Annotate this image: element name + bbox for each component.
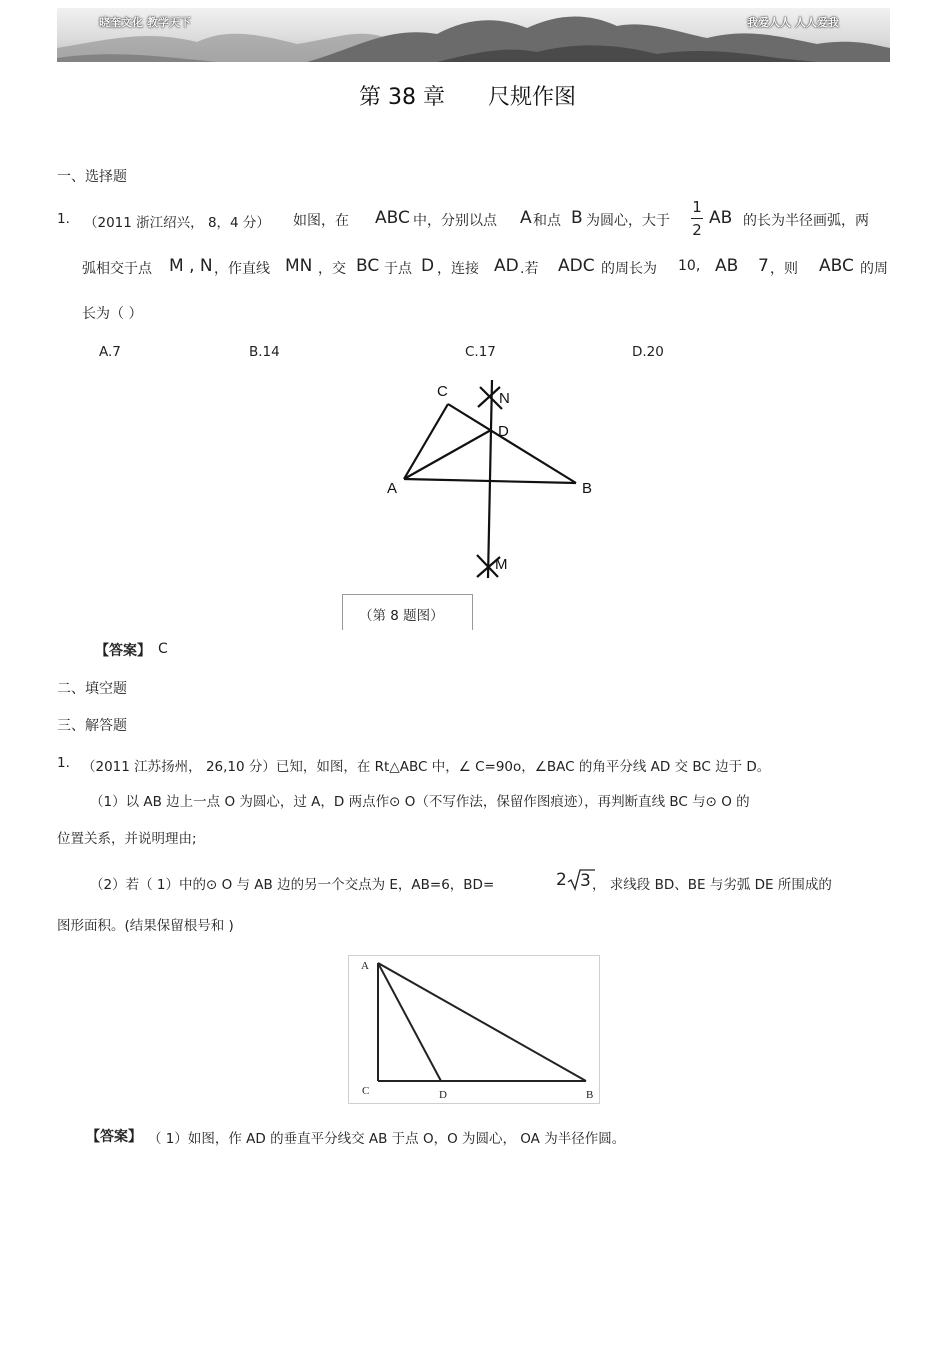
label-a: A xyxy=(387,480,398,497)
answer-label: 【答案】 xyxy=(95,643,151,659)
q1-text: 中，分别以点 xyxy=(413,213,497,229)
option-a: A.7 xyxy=(99,344,121,360)
label-b: B xyxy=(586,1089,594,1101)
label-c: C xyxy=(437,383,448,400)
q1-math: ABC xyxy=(375,208,410,228)
q1-text: 和点 xyxy=(533,213,561,229)
section-heading-fill: 二、填空题 xyxy=(57,681,127,697)
label-d: D xyxy=(439,1089,447,1101)
q3-line2: （1）以 AB 边上一点 O 为圆心，过 A，D 两点作⊙ O（不写作法，保留作图痕迹），再判断直线 BC 与⊙ O 的 xyxy=(90,794,750,810)
q1-text: 弧相交于点 xyxy=(82,261,152,277)
answer-label: 【答案】 xyxy=(86,1129,142,1145)
section-heading-choice: 一、选择题 xyxy=(57,169,127,185)
label-b: B xyxy=(582,480,593,497)
option-b: B.14 xyxy=(249,344,280,360)
figure-caption: （第 8 题图） xyxy=(359,608,444,624)
q1-math: AB xyxy=(709,208,733,228)
q1-math: B xyxy=(571,208,583,228)
q1-text: 的周 xyxy=(860,261,888,277)
q3-line3: 位置关系，并说明理由; xyxy=(57,831,197,847)
q1-value: 7 xyxy=(758,256,769,276)
header-right-text: 我爱人人 人人爱我 xyxy=(747,16,839,29)
label-m: M xyxy=(495,556,508,573)
q1-text: ，作直线 xyxy=(214,261,270,277)
q1-math: BC xyxy=(356,256,380,276)
q1-number: 1. xyxy=(57,211,70,227)
figure-right-triangle xyxy=(348,955,600,1105)
q1-math: AD xyxy=(494,256,519,276)
q1-text: ，交 xyxy=(318,261,346,277)
figure-perpendicular-bisector xyxy=(380,375,620,590)
q1-text: 为圆心，大于 xyxy=(586,213,670,229)
fraction-one-half: 1 2 xyxy=(692,198,702,239)
q1-math: MN xyxy=(285,256,313,276)
label-d: D xyxy=(498,423,509,440)
line-mn xyxy=(488,380,492,578)
q1-text: 的周长为 xyxy=(601,261,657,277)
q1-text: 的长为半径画弧，两 xyxy=(743,213,869,229)
label-c: C xyxy=(362,1085,370,1097)
q1-value: 10, xyxy=(678,258,701,274)
q1-text: 于点 xyxy=(384,261,412,277)
header-banner xyxy=(57,8,890,62)
q3-line4a: （2）若（ 1）中的⊙ O 与 AB 边的另一个交点为 E，AB=6，BD= xyxy=(90,877,495,893)
q1-text: .若 xyxy=(520,261,539,277)
q3-line1: （2011 江苏扬州， 26,10 分）已知，如图，在 Rt△ABC 中，∠ C=90o，∠BAC 的角平分线 AD 交 BC 边于 D。 xyxy=(82,759,771,775)
option-d: D.20 xyxy=(632,344,664,360)
q1-math: A xyxy=(520,208,532,228)
q1-math: ADC xyxy=(558,256,595,276)
q1-text: 如图，在 xyxy=(293,213,349,229)
q3-line4b: ， 求线段 BD、BE 与劣弧 DE 所围成的 xyxy=(592,877,832,893)
sqrt-radicand: 3 xyxy=(580,871,591,891)
header-left-text: 晓奎文化 教学天下 xyxy=(99,16,191,29)
q1-source: （2011 浙江绍兴， 8，4 分） xyxy=(84,215,270,231)
section-heading-solve: 三、解答题 xyxy=(57,718,127,734)
answer-text: （ 1）如图，作 AD 的垂直平分线交 AB 于点 O，O 为圆心， OA 为半径作圆。 xyxy=(148,1131,626,1147)
chapter-number: 第 38 章 xyxy=(359,85,445,110)
q1-math: AB xyxy=(715,256,739,276)
q1-math: M , N xyxy=(169,256,213,276)
q1-math: D xyxy=(421,256,435,276)
chapter-title: 尺规作图 xyxy=(488,85,577,110)
q1-math: ABC xyxy=(819,256,854,276)
label-n: N xyxy=(499,390,510,407)
sqrt-coefficient: 2 xyxy=(556,870,567,890)
segment-ad xyxy=(404,430,491,479)
option-c: C.17 xyxy=(465,344,496,360)
answer-value: C xyxy=(158,641,168,657)
q1-text: ，则 xyxy=(770,261,798,277)
q1-text: ，连接 xyxy=(437,261,479,277)
q1-text: 长为（ ） xyxy=(82,306,143,322)
q3-line5: 图形面积。(结果保留根号和 ) xyxy=(57,918,234,934)
label-a: A xyxy=(361,960,369,972)
q3-number: 1. xyxy=(57,755,70,771)
